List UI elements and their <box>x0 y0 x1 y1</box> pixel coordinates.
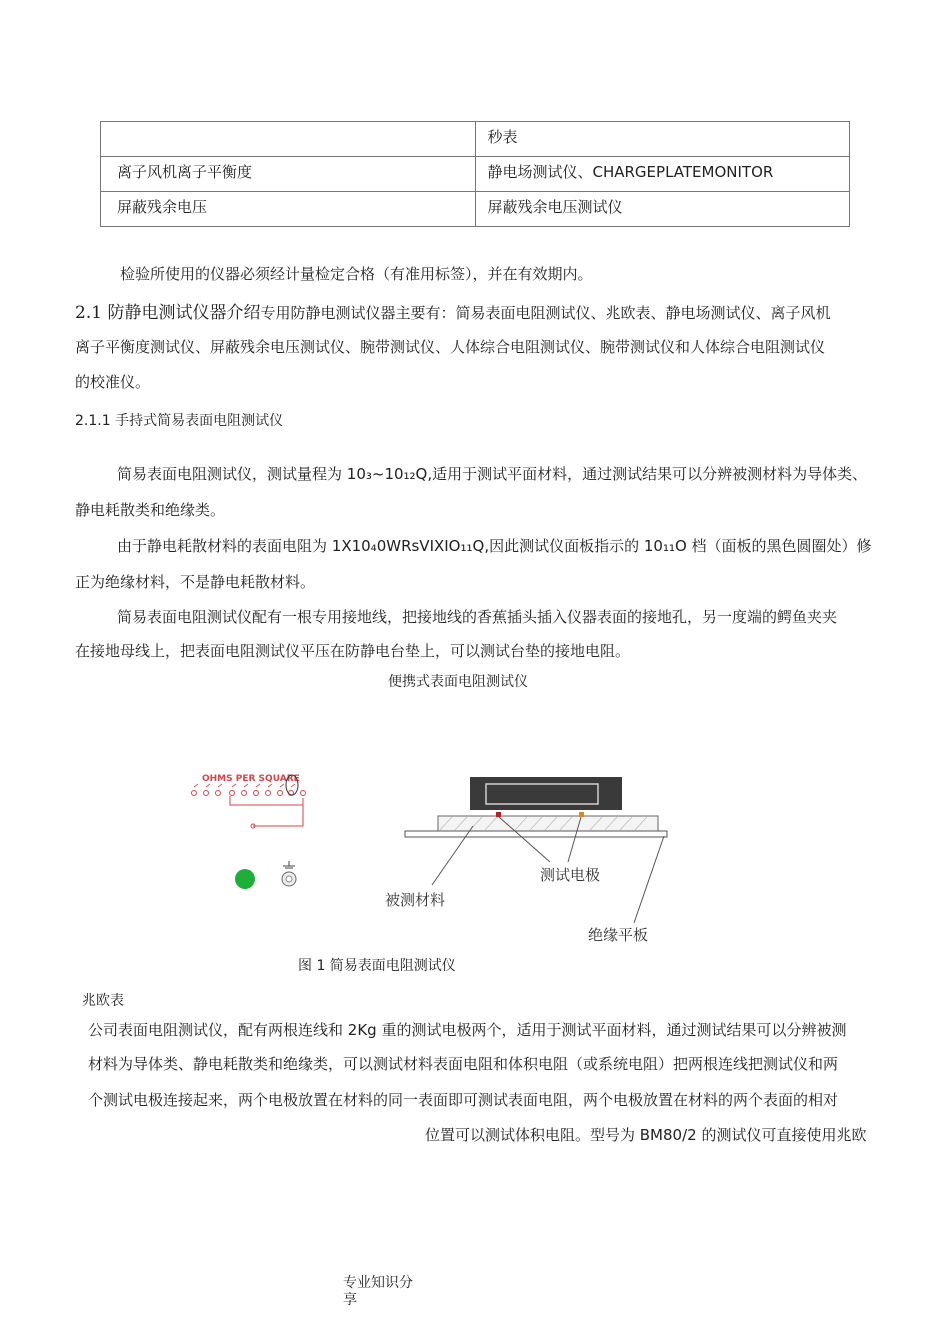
paragraph-line: 个测试电极连接起来，两个电极放置在材料的同一表面即可测试表面电阻，两个电极放置在材料的两个表面的相对 <box>88 1091 839 1109</box>
subsection-heading: 2.1.1 手持式简易表面电阻测试仪 <box>75 413 284 429</box>
range-marks <box>194 784 295 787</box>
figure-top-caption-text: 便携式表面电阻测试仪 <box>388 674 528 690</box>
paragraph-line: 位置可以测试体积电阻。型号为 BM80/2 的测试仪可直接使用兆欧 <box>425 1126 867 1144</box>
table-row <box>101 122 850 157</box>
instrument-table <box>100 121 850 227</box>
leader-line <box>634 836 664 923</box>
footer-line: 专业知识分 <box>343 1275 413 1291</box>
meter-body <box>470 777 622 810</box>
footer-line: 享 <box>343 1292 357 1308</box>
insulating-board <box>405 831 667 837</box>
section-line <box>75 298 830 323</box>
wire-line <box>253 798 303 826</box>
paragraph-line: 正为绝缘材料，不是静电耗散材料。 <box>75 573 316 591</box>
table-cell: 离子风机离子平衡度 <box>101 157 476 192</box>
green-led-icon <box>235 869 255 889</box>
table-cell: 屏蔽残余电压测试仪 <box>475 192 850 227</box>
table-cell <box>101 122 476 157</box>
figure-diagram <box>170 760 690 955</box>
panel-label: OHMS PER SQUARE <box>202 774 300 784</box>
electrode-right <box>579 812 584 817</box>
electrode-left <box>496 812 501 817</box>
ground-jack-icon <box>282 861 296 886</box>
table-row <box>101 192 850 227</box>
paragraph-line: 静电耗散类和绝缘类。 <box>75 501 226 519</box>
paragraph-line: 由于静电耗散材料的表面电阻为 1X10₄0WRsVIXIO₁₁Q,因此测试仪面板指示的 10₁₁O 档（面板的黑色圆圈处）修 <box>117 537 872 555</box>
table-cell: 静电场测试仪、CHARGEPLATEMONITOR <box>475 157 850 192</box>
paragraph-line: 简易表面电阻测试仪配有一根专用接地线，把接地线的香蕉插头插入仪器表面的接地孔，另一度端的鳄鱼夹夹 <box>117 608 838 626</box>
section-intro: 专用防静电测试仪器主要有：简易表面电阻测试仪、兆欧表、静电场测试仪、离子风机 <box>260 304 831 322</box>
paragraph-line: 公司表面电阻测试仪，配有两根连线和 2Kg 重的测试电极两个，适用于测试平面材料，通过测试结果可以分辨被测 <box>88 1021 847 1039</box>
label-board: 绝缘平板 <box>588 926 649 944</box>
note-paragraph: 检验所使用的仪器必须经计量检定合格（有准用标签），并在有效期内。 <box>120 265 593 283</box>
paragraph-line: 材料为导体类、静电耗散类和绝缘类，可以测试材料表面电阻和体积电阻（或系统电阻）把两根连线把测试仪和两 <box>88 1055 839 1073</box>
paragraph-line: 简易表面电阻测试仪，测试量程为 10₃~10₁₂Q,适用于测试平面材料，通过测试结果可以分辨被测材料为导体类、 <box>117 465 868 483</box>
section-intro-line: 的校准仪。 <box>75 373 151 391</box>
paragraph-line: 在接地母线上，把表面电阻测试仪平压在防静电台垫上，可以测试台垫的接地电阻。 <box>75 642 631 660</box>
table-cell: 秒表 <box>475 122 850 157</box>
table-row <box>101 157 850 192</box>
section-intro-line: 离子平衡度测试仪、屏蔽残余电压测试仪、腕带测试仪、人体综合电阻测试仪、腕带测试仪和人体综合电阻测试仪 <box>75 338 826 356</box>
megohm-heading: 兆欧表 <box>82 993 124 1009</box>
wire-line <box>230 796 303 805</box>
figure-caption: 图 1 简易表面电阻测试仪 <box>298 958 456 974</box>
table-cell: 屏蔽残余电压 <box>101 192 476 227</box>
label-electrode: 测试电极 <box>540 866 601 884</box>
label-material: 被测材料 <box>385 891 446 909</box>
footer-text <box>343 1275 413 1309</box>
figure-top-caption <box>388 671 528 690</box>
section-heading: 2.1 防静电测试仪器介绍 <box>75 303 261 323</box>
